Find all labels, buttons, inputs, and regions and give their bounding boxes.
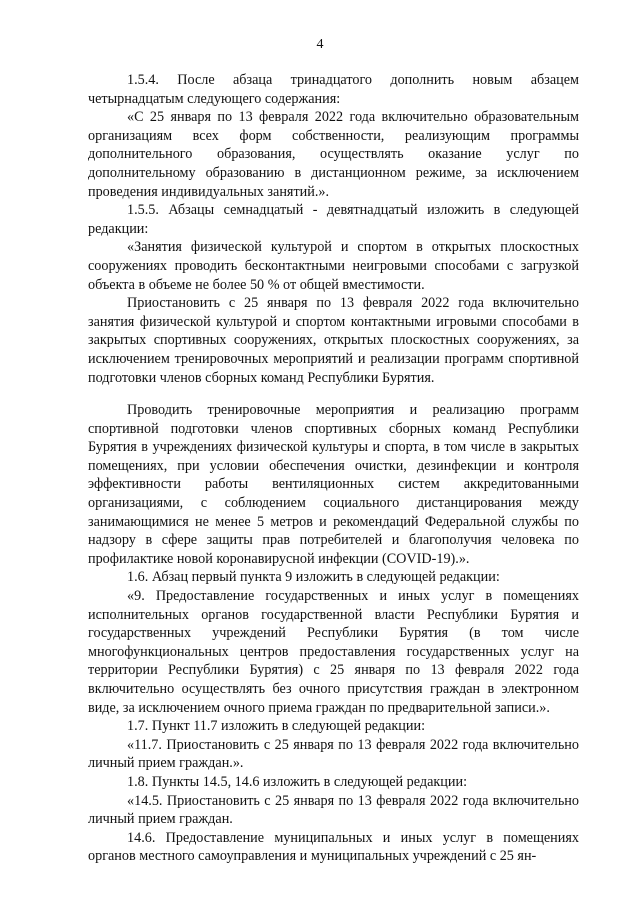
paragraph-1-5-4: 1.5.4. После абзаца тринадцатого дополнить новым абзацем четырнадцатым следующего содержания: xyxy=(88,72,579,107)
paragraph-item-14-6: 14.6. Предоставление муниципальных и иных услуг в помещениях органов местного самоуправления и муниципальных учреждений с 25 ян- xyxy=(88,829,579,865)
paragraph-training-events: Проводить тренировочные мероприятия и реализацию программ спортивной подготовки членов спортивных сборных команд Республики Бурятия в учреждениях физической культуры и спорта, в том числе в закрытых помещениях, при условии обеспечения очистки, дезинфекции и контроля эффективности работы вентиляционных систем аккредитованными организациями, с соблюдением социального дистанцирования между занимающимися не менее 5 метров и рекомендаций Федеральной службы по надзору в сфере защиты прав потребителей и благополучия человека по профилактике новой коронавирусной инфекции (COVID-19).». xyxy=(88,402,579,567)
paragraph-1-6: 1.6. Абзац первый пункта 9 изложить в следующей редакции: xyxy=(127,569,500,586)
page-number: 4 xyxy=(316,37,324,52)
paragraph-1-8: 1.8. Пункты 14.5, 14.6 изложить в следующей редакции: xyxy=(127,773,468,790)
paragraph-quote-item-11-7: «11.7. Приостановить с 25 января по 13 февраля 2022 года включительно личный прием граждан.». xyxy=(88,736,579,772)
paragraph-suspend-contact-sports: Приостановить с 25 января по 13 февраля 2022 года включительно занятия физической культурой и спортом контактными игровыми способами в закрытых спортивных сооружениях, открытых плоскостных сооружениях, за исключением тренировочных мероприятий и реализации программ спортивной подготовки членов сборных команд Республики Бурятия. xyxy=(88,295,579,386)
document-body xyxy=(88,71,579,866)
paragraph-quote-sports-open-facilities: «Занятия физической культурой и спортом в открытых плоскостных сооружениях проводить бесконтактными неигровыми способами с загрузкой объекта в объеме не более 50 % от общей вместимости. xyxy=(88,239,579,293)
paragraph-quote-additional-education: «С 25 января по 13 февраля 2022 года включительно образовательным организациям всех форм собственности, реализующим программы дополнительного образования, осуществлять оказание услуг по дополнительному образованию в дистанционном режиме, за исключением проведения индивидуальных занятий.». xyxy=(88,109,579,200)
paragraph-1-5-5: 1.5.5. Абзацы семнадцатый - девятнадцатый изложить в следующей редакции: xyxy=(88,202,579,237)
paragraph-quote-item-9: «9. Предоставление государственных и иных услуг в помещениях исполнительных органов государственной власти Республики Бурятия и государственных учреждений Республики Бурятия (в том числе многофункциональных центров предоставления государственных услуг на территории Республики Бурятия) с 25 января по 13 февраля 2022 года включительно осуществлять без очного присутствия граждан в электронном виде, за исключением очного приема граждан по предварительной записи.». xyxy=(88,588,579,716)
paragraph-1-7: 1.7. Пункт 11.7 изложить в следующей редакции: xyxy=(127,718,426,735)
paragraph-quote-item-14-5: «14.5. Приостановить с 25 января по 13 февраля 2022 года включительно личный прием граждан. xyxy=(88,792,579,828)
